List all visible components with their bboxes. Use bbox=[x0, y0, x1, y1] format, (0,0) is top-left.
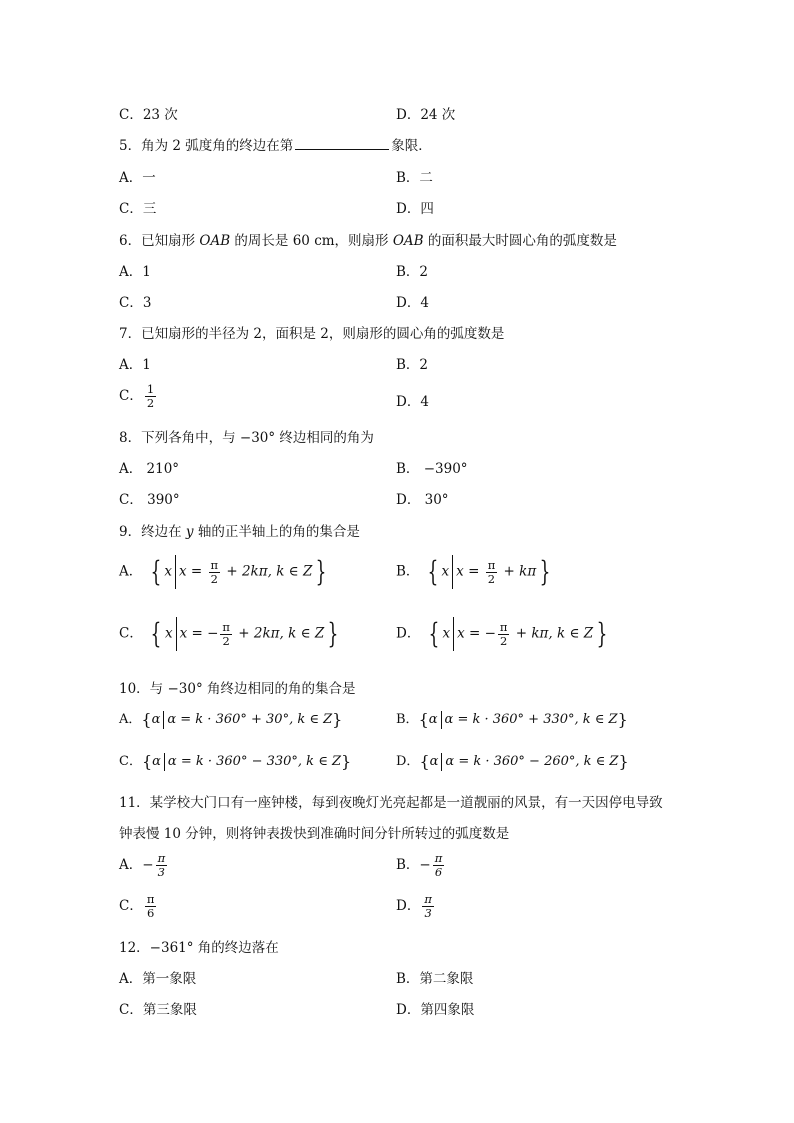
fraction bbox=[498, 621, 510, 648]
var-x: x bbox=[442, 625, 451, 642]
denominator: 3 bbox=[424, 906, 432, 920]
numerator: π bbox=[210, 557, 219, 572]
q11-stem-line-1: 11．某学校大门口有一座钟楼，每到夜晚灯光亮起都是一道靓丽的风景，有一天因停电导致 bbox=[119, 795, 663, 811]
left-brace: { bbox=[419, 752, 430, 771]
q9-d-pre: x = − bbox=[457, 625, 496, 642]
fraction bbox=[486, 559, 498, 586]
q10-b-set: α = k · 360° + 330°, k ∈ Z bbox=[444, 712, 618, 727]
fraction bbox=[145, 383, 156, 410]
right-brace: } bbox=[596, 617, 608, 650]
q12-option-a[interactable]: A．第一象限 bbox=[119, 971, 197, 987]
set-bar bbox=[163, 711, 164, 729]
q9-b-pre: x = bbox=[456, 563, 484, 580]
q9-c-pre: x = − bbox=[179, 625, 219, 642]
q7-stem: 7．已知扇形的半径为 2，面积是 2，则扇形的圆心角的弧度数是 bbox=[119, 326, 505, 342]
q6-option-d[interactable]: D．4 bbox=[396, 295, 429, 311]
q6-sector-name-1: OAB bbox=[199, 233, 231, 249]
denominator: 2 bbox=[210, 571, 218, 586]
fraction bbox=[433, 852, 445, 879]
set-bar bbox=[453, 617, 454, 651]
q10-option-c[interactable] bbox=[119, 750, 351, 771]
q10-a-label: A． bbox=[119, 712, 142, 727]
q10-d-set: α = k · 360° − 260°, k ∈ Z bbox=[445, 754, 619, 769]
q10-option-d[interactable] bbox=[396, 750, 629, 771]
fraction bbox=[422, 893, 434, 920]
set-bar bbox=[441, 753, 442, 771]
q9-option-d[interactable] bbox=[396, 617, 611, 651]
right-brace: } bbox=[315, 555, 327, 588]
q9-a-post: + 2kπ, k ∈ Z bbox=[222, 563, 313, 580]
right-brace: } bbox=[327, 617, 339, 650]
q6-option-a[interactable]: A．1 bbox=[119, 264, 151, 280]
q11-option-b[interactable] bbox=[396, 852, 446, 879]
q12-option-d[interactable]: D．第四象限 bbox=[396, 1002, 475, 1018]
left-brace: { bbox=[141, 710, 152, 729]
right-brace: } bbox=[618, 752, 629, 771]
set-bar bbox=[452, 555, 453, 589]
var-x: x bbox=[164, 563, 172, 580]
fraction bbox=[156, 852, 168, 879]
left-brace: { bbox=[141, 752, 153, 771]
q9-b-post: + kπ bbox=[499, 563, 537, 580]
right-brace: } bbox=[617, 710, 628, 729]
q8-option-d[interactable]: D． 30° bbox=[396, 492, 449, 508]
var-alpha: α bbox=[429, 754, 439, 769]
numerator: 1 bbox=[146, 382, 155, 396]
denominator: 2 bbox=[222, 633, 230, 648]
left-brace: { bbox=[418, 710, 429, 729]
right-brace: } bbox=[539, 555, 551, 588]
denominator: 2 bbox=[146, 396, 155, 410]
fraction bbox=[145, 893, 157, 920]
q5-option-c[interactable]: C．三 bbox=[119, 201, 157, 217]
q5-stem-tail: 象限． bbox=[391, 138, 432, 154]
q11-c-label: C． bbox=[119, 898, 143, 914]
set-bar bbox=[175, 555, 176, 589]
q12-stem: 12．−361° 角的终边落在 bbox=[119, 940, 279, 956]
q8-option-c[interactable]: C． 390° bbox=[119, 492, 180, 508]
q10-option-a[interactable] bbox=[119, 708, 342, 729]
numerator: π bbox=[146, 892, 155, 906]
left-brace: { bbox=[428, 617, 439, 650]
q7-option-d[interactable]: D．4 bbox=[396, 394, 429, 410]
q9-c-label: C． bbox=[119, 625, 143, 642]
var-alpha: α bbox=[428, 712, 438, 727]
q8-option-a[interactable]: A． 210° bbox=[119, 461, 180, 477]
q6-option-c[interactable]: C．3 bbox=[119, 295, 152, 311]
q11-d-label: D． bbox=[396, 898, 421, 914]
q9-d-label: D． bbox=[396, 625, 421, 642]
set-bar bbox=[164, 753, 165, 771]
q10-c-set: α = k · 360° − 330°, k ∈ Z bbox=[167, 754, 341, 769]
q5-stem bbox=[119, 134, 432, 154]
q6-text-2: 的周长是 60 cm，则扇形 bbox=[230, 233, 393, 249]
q11-option-d[interactable] bbox=[396, 893, 436, 920]
denominator: 2 bbox=[500, 633, 508, 648]
q4-option-c[interactable]: C．23 次 bbox=[119, 107, 178, 123]
q10-b-label: B． bbox=[396, 712, 419, 727]
q10-stem: 10．与 −30° 角终边相同的角的集合是 bbox=[119, 681, 356, 697]
q9-a-pre: x = bbox=[179, 563, 207, 580]
set-bar bbox=[176, 617, 177, 651]
q9-option-b[interactable] bbox=[396, 555, 554, 589]
denominator: 3 bbox=[157, 865, 165, 879]
numerator: π bbox=[157, 851, 166, 865]
q6-text-1: 6．已知扇形 bbox=[119, 233, 200, 249]
q7-c-label: C． bbox=[119, 388, 143, 404]
q9-text-1: 9．终边在 bbox=[119, 524, 186, 540]
set-bar bbox=[441, 711, 442, 729]
denominator: 2 bbox=[487, 571, 496, 586]
denominator: 6 bbox=[146, 906, 155, 920]
q11-stem-line-2: 钟表慢 10 分钟，则将钟表拨快到准确时间分针所转过的弧度数是 bbox=[119, 826, 510, 842]
var-x: x bbox=[164, 625, 173, 642]
q11-a-label: A．− bbox=[119, 857, 154, 873]
q8-stem: 8．下列各角中，与 −30° 终边相同的角为 bbox=[119, 430, 374, 446]
q5-stem-text: 5．角为 2 弧度角的终边在第 bbox=[119, 138, 294, 154]
q11-option-c[interactable] bbox=[119, 893, 158, 920]
var-alpha: α bbox=[151, 712, 161, 727]
q11-option-a[interactable] bbox=[119, 852, 169, 879]
q8-option-b[interactable]: B． −390° bbox=[396, 461, 468, 477]
right-brace: } bbox=[332, 710, 343, 729]
numerator: π bbox=[487, 557, 496, 572]
answer-blank bbox=[295, 137, 389, 150]
left-brace: { bbox=[150, 555, 161, 588]
q7-option-a[interactable]: A．1 bbox=[119, 357, 151, 373]
q6-text-3: 的面积最大时圆心角的弧度数是 bbox=[423, 233, 617, 249]
numerator: π bbox=[434, 851, 443, 865]
q10-option-b[interactable] bbox=[396, 708, 628, 729]
q7-option-b[interactable]: B．2 bbox=[396, 357, 429, 373]
var-x: x bbox=[441, 563, 450, 580]
denominator: 6 bbox=[434, 865, 443, 879]
q6-sector-name-2: OAB bbox=[392, 233, 424, 249]
q10-a-set: α = k · 360° + 30°, k ∈ Z bbox=[167, 712, 333, 727]
numerator: π bbox=[499, 619, 508, 634]
q5-option-a[interactable]: A．一 bbox=[119, 170, 156, 186]
var-alpha: α bbox=[152, 754, 161, 769]
q9-text-2: 轴的正半轴上的角的集合是 bbox=[193, 524, 360, 540]
q9-option-a[interactable] bbox=[119, 555, 330, 589]
q6-stem bbox=[119, 229, 617, 249]
left-brace: { bbox=[427, 555, 438, 588]
numerator: π bbox=[424, 892, 432, 906]
q11-b-label: B．− bbox=[396, 857, 431, 873]
q5-option-b[interactable]: B．二 bbox=[396, 170, 433, 186]
q12-option-b[interactable]: B．第二象限 bbox=[396, 971, 474, 987]
left-brace: { bbox=[150, 617, 162, 650]
fraction bbox=[220, 621, 232, 648]
q9-option-c[interactable] bbox=[119, 617, 342, 651]
q9-stem bbox=[119, 520, 360, 540]
q4-option-d[interactable]: D．24 次 bbox=[396, 107, 456, 123]
fraction bbox=[209, 559, 221, 586]
q7-option-c[interactable] bbox=[119, 383, 158, 410]
q9-b-label: B． bbox=[396, 563, 420, 580]
q12-option-c[interactable]: C．第三象限 bbox=[119, 1002, 197, 1018]
q9-c-post: + 2kπ, k ∈ Z bbox=[233, 625, 325, 642]
q5-option-d[interactable]: D．四 bbox=[396, 201, 434, 217]
q9-d-post: + kπ, k ∈ Z bbox=[511, 625, 594, 642]
q10-d-label: D． bbox=[396, 754, 420, 769]
q9-a-label: A． bbox=[119, 563, 143, 580]
q10-c-label: C． bbox=[119, 754, 142, 769]
q9-axis-name: y bbox=[185, 524, 194, 540]
q6-option-b[interactable]: B．2 bbox=[396, 264, 429, 280]
right-brace: } bbox=[340, 752, 352, 771]
numerator: π bbox=[222, 619, 230, 634]
